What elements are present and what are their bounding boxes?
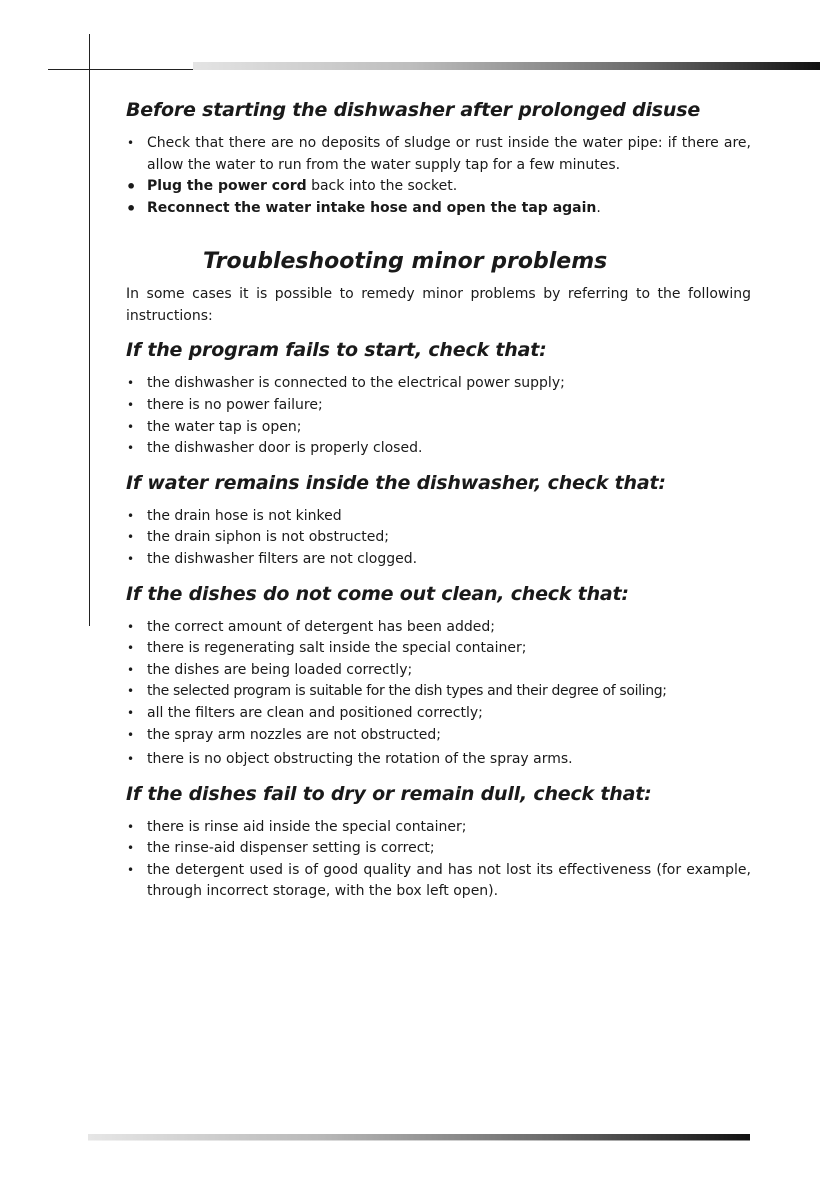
bullet-icon: • bbox=[127, 441, 135, 456]
list-item: • Reconnect the water intake hose and open the tap again. bbox=[126, 198, 601, 218]
list-item: • there is regenerating salt inside the special container; bbox=[126, 638, 751, 660]
list-item: • the drain hose is not kinked bbox=[126, 506, 751, 528]
bullet-icon: • bbox=[127, 819, 135, 834]
bullet-icon: • bbox=[126, 177, 137, 197]
bullet-icon: • bbox=[127, 752, 135, 767]
heading-fail-to-dry: If the dishes fail to dry or remain dull, check that: bbox=[126, 782, 652, 805]
heading-water-remains: If water remains inside the dishwasher, check that: bbox=[126, 471, 666, 494]
bullet-icon: • bbox=[127, 705, 135, 720]
list-not-clean bbox=[126, 617, 751, 771]
bullet-icon: • bbox=[127, 530, 135, 545]
list-item: • the rinse-aid dispenser setting is correct; bbox=[126, 838, 751, 860]
list-fails-to-start bbox=[126, 373, 751, 459]
bullet-icon: • bbox=[127, 641, 135, 656]
footer-bar-shadow bbox=[88, 1140, 750, 1141]
list-item: • the correct amount of detergent has been added; bbox=[126, 617, 751, 639]
crop-mark-vertical bbox=[89, 34, 90, 626]
bullet-icon: • bbox=[127, 136, 135, 150]
bullet-icon: • bbox=[127, 376, 135, 391]
bullet-icon: • bbox=[127, 397, 135, 412]
list-water-remains bbox=[126, 506, 751, 571]
list-item: • Plug the power cord back into the socket. bbox=[126, 177, 458, 197]
list-item: • the dishwasher door is properly closed. bbox=[126, 438, 751, 460]
list-item: • the dishwasher is connected to the electrical power supply; bbox=[126, 373, 751, 395]
bullet-icon: • bbox=[127, 684, 134, 699]
page-content bbox=[126, 97, 751, 903]
list-fail-to-dry bbox=[126, 817, 751, 903]
bullet-icon: • bbox=[127, 508, 135, 523]
list-prolonged-disuse bbox=[126, 133, 751, 219]
list-item: • the dishes are being loaded correctly; bbox=[126, 660, 751, 682]
page-title: Troubleshooting minor problems bbox=[203, 249, 608, 275]
list-item: • there is rinse aid inside the special container; bbox=[126, 817, 751, 839]
list-item: • all the filters are clean and positioned correctly; bbox=[126, 703, 751, 725]
bullet-icon: • bbox=[127, 662, 135, 677]
heading-prolonged-disuse: Before starting the dishwasher after prolonged disuse bbox=[126, 99, 701, 121]
header-gradient-bar bbox=[193, 62, 820, 70]
list-item: • there is no power failure; bbox=[126, 395, 751, 417]
list-item: • the detergent used is of good quality and has not lost its effectiveness (for example, through incorrect storage, with the box left open). bbox=[127, 861, 751, 900]
bullet-icon: • bbox=[126, 198, 137, 218]
bullet-icon: • bbox=[127, 727, 135, 742]
list-item: • the water tap is open; bbox=[126, 417, 751, 439]
heading-not-clean: If the dishes do not come out clean, check that: bbox=[126, 582, 629, 605]
bullet-icon: • bbox=[127, 862, 135, 877]
list-item: • the dishwasher filters are not clogged. bbox=[126, 549, 751, 571]
heading-fails-to-start: If the program fails to start, check that: bbox=[126, 339, 547, 362]
bullet-icon: • bbox=[127, 551, 135, 566]
bold-text: Reconnect the water intake hose and open the tap again bbox=[147, 199, 597, 216]
bold-text: Plug the power cord bbox=[147, 178, 307, 195]
bullet-icon: • bbox=[127, 419, 135, 434]
list-item: • there is no object obstructing the rotation of the spray arms. bbox=[126, 749, 751, 771]
intro-paragraph: In some cases it is possible to remedy minor problems by referring to the following instructions: bbox=[126, 286, 751, 325]
list-item: • the selected program is suitable for the dish types and their degree of soiling; bbox=[126, 681, 751, 703]
list-item: • Check that there are no deposits of sludge or rust inside the water pipe: if there are, allow the water to run from the water supply tap for a few minutes. bbox=[127, 135, 751, 173]
bullet-icon: • bbox=[127, 619, 135, 634]
crop-mark-horizontal bbox=[48, 69, 194, 70]
list-item: • the spray arm nozzles are not obstructed; bbox=[126, 725, 751, 747]
bullet-icon: • bbox=[127, 841, 135, 856]
list-item: • the drain siphon is not obstructed; bbox=[126, 527, 751, 549]
